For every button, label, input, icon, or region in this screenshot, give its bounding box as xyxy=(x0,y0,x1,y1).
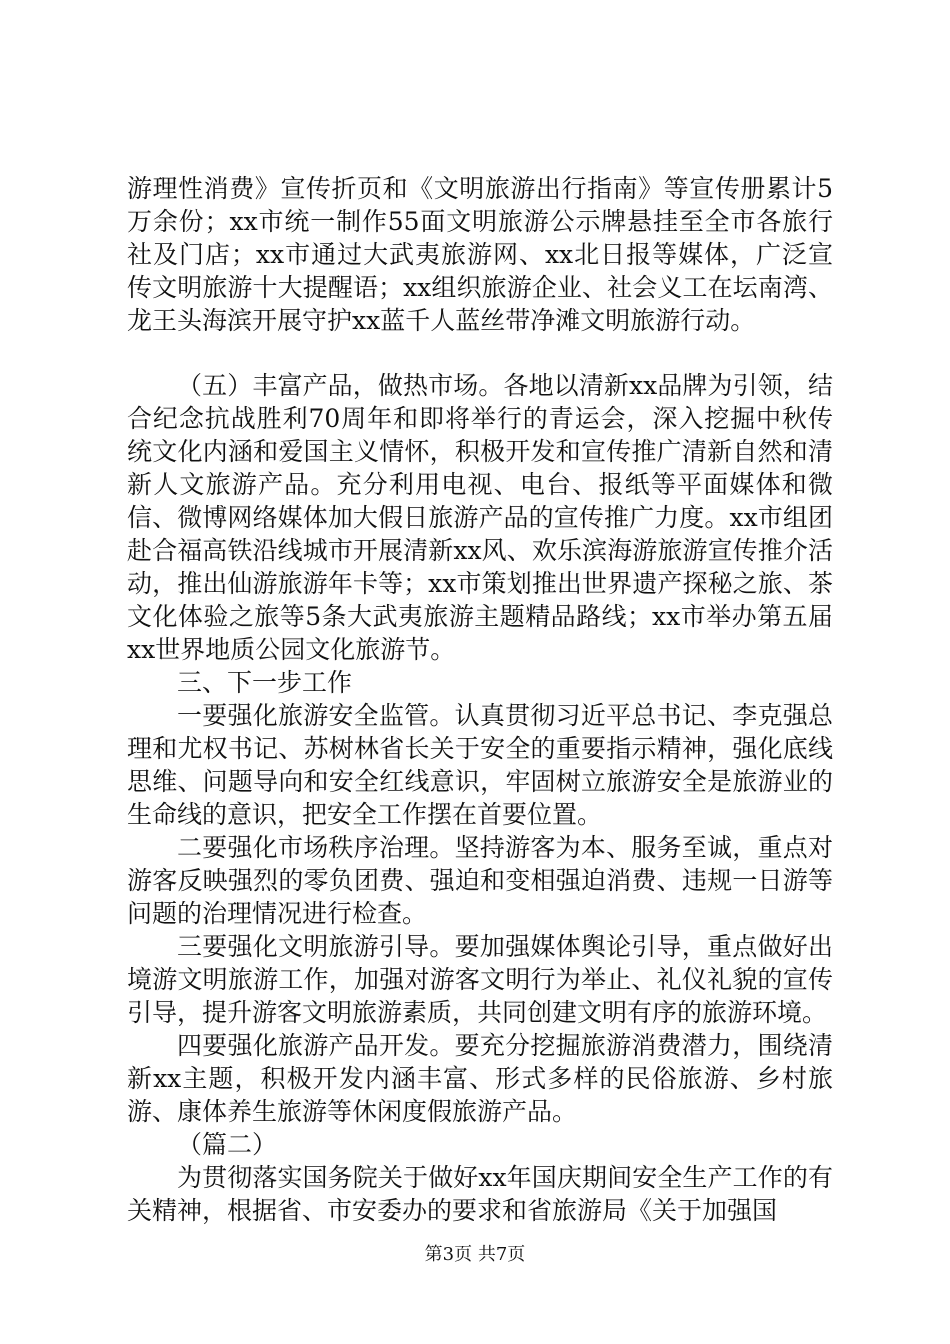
paragraph-safety-supervision: 一要强化旅游安全监管。认真贯彻习近平总书记、李克强总理和尤权书记、苏树林省长关于安全的重要指示精神，强化底线思维、问题导向和安全红线意识，牢固树立旅游安全是旅游业的生命线的意识，把安全工作摆在首要位置。 xyxy=(127,701,833,829)
paragraph-market-order: 二要强化市场秩序治理。坚持游客为本、服务至诚，重点对游客反映强烈的零负团费、强迫和变相强迫消费、违规一日游等问题的治理情况进行检查。 xyxy=(127,833,833,928)
paragraph-product-development: 四要强化旅游产品开发。要充分挖掘旅游消费潜力，围绕清新xx主题，积极开发内涵丰富、形式多样的民俗旅游、乡村旅游、康体养生旅游等休闲度假旅游产品。 xyxy=(127,1031,833,1126)
page-number-footer: 第3页 共7页 xyxy=(424,1244,526,1265)
paragraph-part-two-intro: 为贯彻落实国务院关于做好xx年国庆期间安全生产工作的有关精神，根据省、市安委办的要求和省旅游局《关于加强国 xyxy=(127,1163,833,1225)
document-body xyxy=(127,172,833,1227)
paragraph-continuation: 游理性消费》宣传折页和《文明旅游出行指南》等宣传册累计5万余份；xx市统一制作55面文明旅游公示牌悬挂至全市各旅行社及门店；xx市通过大武夷旅游网、xx北日报等媒体，广泛宣传文明旅游十大提醒语；xx组织旅游企业、社会义工在坛南湾、龙王头海滨开展守护xx蓝千人蓝丝带净滩文明旅游行动。 xyxy=(127,174,833,335)
paragraph-section-five: （五）丰富产品，做热市场。各地以清新xx品牌为引领，结合纪念抗战胜利70周年和即将举行的青运会，深入挖掘中秋传统文化内涵和爱国主义情怀，积极开发和宣传推广清新自然和清新人文旅游产品。充分利用电视、电台、报纸等平面媒体和微信、微博网络媒体加大假日旅游产品的宣传推广力度。xx市组团赴合福高铁沿线城市开展清新xx风、欢乐滨海游旅游宣传推介活动，推出仙游旅游年卡等；xx市策划推出世界遗产探秘之旅、茶文化体验之旅等5条大武夷旅游主题精品路线；xx市举办第五届xx世界地质公园文化旅游节。 xyxy=(127,371,833,664)
paragraph-civilized-tourism: 三要强化文明旅游引导。要加强媒体舆论引导，重点做好出境游文明旅游工作，加强对游客文明行为举止、礼仪礼貌的宣传引导，提升游客文明旅游素质，共同创建文明有序的旅游环境。 xyxy=(127,932,833,1027)
heading-part-two: （篇二） xyxy=(177,1130,278,1159)
heading-next-steps: 三、下一步工作 xyxy=(177,668,353,697)
